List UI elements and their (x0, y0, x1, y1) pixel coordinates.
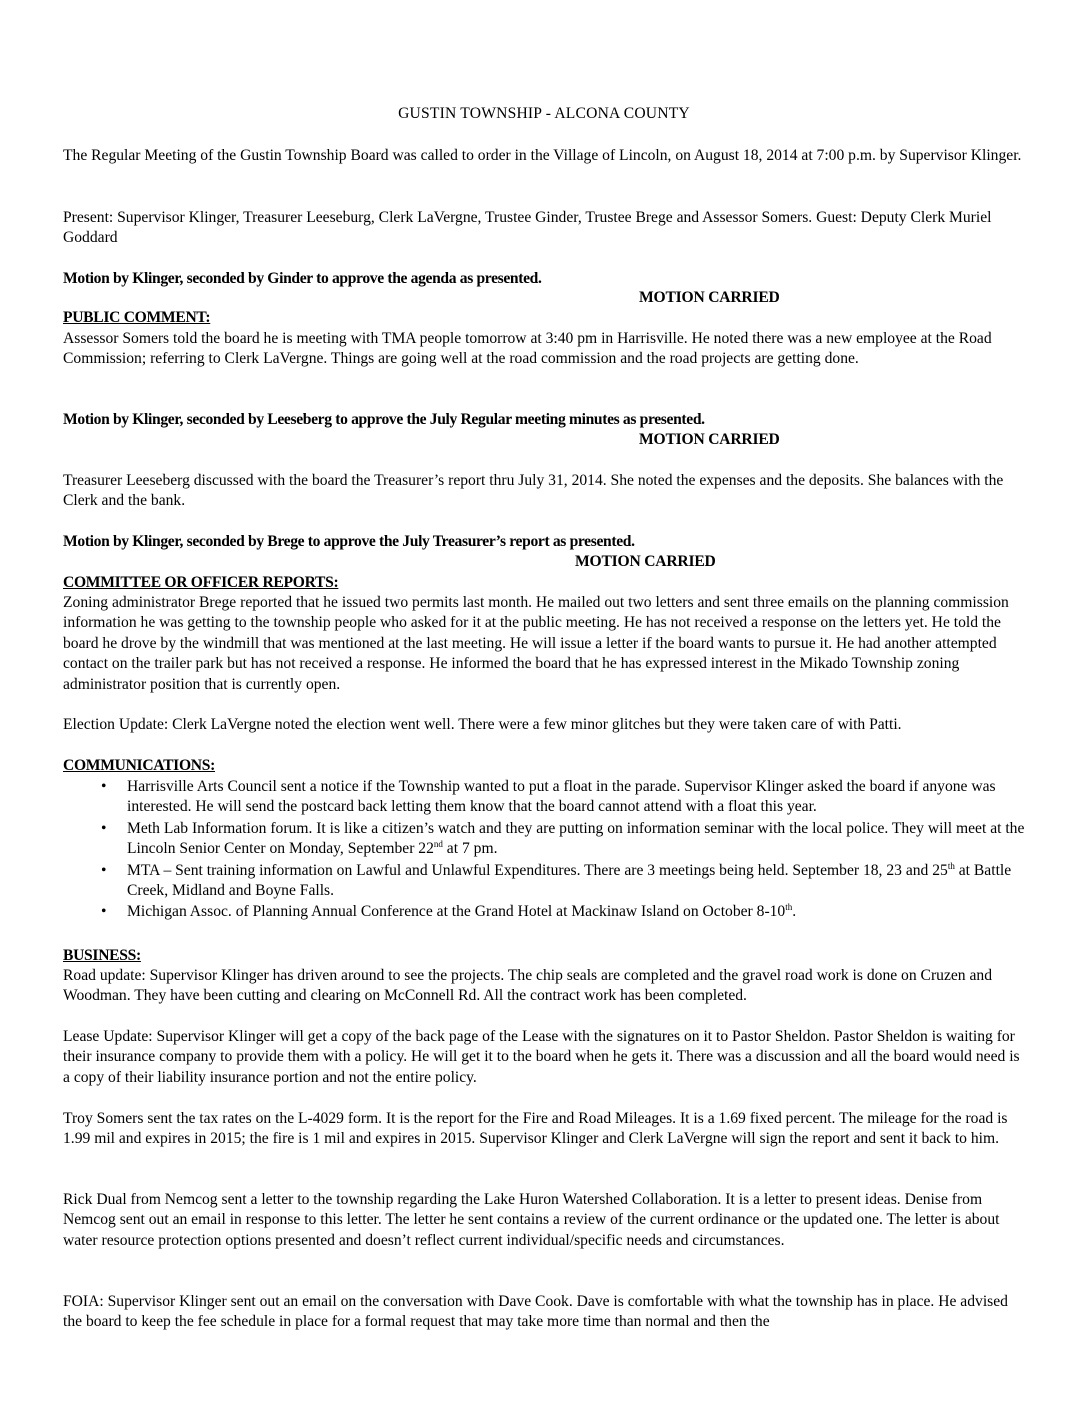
lease-update: Lease Update: Supervisor Klinger will get a copy of the back page of the Lease with the signatures on it to Pastor Sheldon. Pastor Sheldon is waiting for their insurance company to provide them with a policy. He will get it to the board when he gets it. There was a discussion and all the board would need is a copy of their liability insurance portion and not the entire policy. (63, 1028, 1020, 1086)
tax-rates-paragraph: Troy Somers sent the tax rates on the L-4029 form. It is the report for the Fire and Road Mileages. It is a 1.69 fixed percent. The mileage for the road is 1.99 mil and expires in 2015; the fire is 1 mil and expires in 2015. Supervisor Klinger and Clerk LaVergne will sign the report and sent it back to him. (63, 1110, 1008, 1148)
election-update: Election Update: Clerk LaVergne noted the election went well. There were a few minor glitches but they were taken care of with Patti. (63, 716, 902, 733)
public-comment-text: Assessor Somers told the board he is meeting with TMA people tomorrow at 3:40 pm in Harrisville. He noted there was a new employee at the Road Commission; referring to Clerk LaVergne. Things are going well at the road commission and the road projects are getting done. (63, 330, 992, 368)
motion-agenda: Motion by Klinger, seconded by Ginder to approve the agenda as presented. (63, 270, 542, 287)
communication-item: • Michigan Assoc. of Planning Annual Conference at the Grand Hotel at Mackinaw Island on October 8-10th. (63, 902, 1025, 922)
document-title: GUSTIN TOWNSHIP - ALCONA COUNTY (398, 105, 690, 122)
treasurer-report-paragraph: Treasurer Leeseberg discussed with the board the Treasurer’s report thru July 31, 2014. She noted the expenses and the deposits. She balances with the Clerk and the bank. (63, 472, 1004, 510)
foia-paragraph: FOIA: Supervisor Klinger sent out an email on the conversation with Dave Cook. Dave is comfortable with what the township has in place. He advised the board to keep the fee schedule in place for a formal request that may take more time than normal and then the (63, 1293, 1008, 1331)
public-comment-heading: PUBLIC COMMENT: (63, 309, 211, 326)
motion-carried-3: MOTION CARRIED (575, 553, 716, 570)
motion-treasurer-report: Motion by Klinger, seconded by Brege to approve the July Treasurer’s report as presented. (63, 533, 635, 550)
intro-paragraph: The Regular Meeting of the Gustin Township Board was called to order in the Village of Lincoln, on August 18, 2014 at 7:00 p.m. by Supervisor Klinger. (63, 147, 1022, 164)
communication-item: • Meth Lab Information forum. It is like a citizen’s watch and they are putting on information seminar with the local police. They will meet at the Lincoln Senior Center on Monday, September 22nd at 7 pm. (63, 819, 1025, 860)
present-paragraph: Present: Supervisor Klinger, Treasurer Leeseburg, Clerk LaVergne, Trustee Ginder, Trustee Brege and Assessor Somers. Guest: Deputy Clerk Muriel Goddard (63, 209, 992, 247)
nemcog-paragraph: Rick Dual from Nemcog sent a letter to the township regarding the Lake Huron Watershed Collaboration. It is a letter to present ideas. Denise from Nemcog sent out an email in response to this letter. The letter he sent contains a review of the current ordinance or the updated one. The letter is about water resource protection options presented and doesn’t reflect current individual/specific needs and circumstances. (63, 1191, 1000, 1249)
committee-heading: COMMITTEE OR OFFICER REPORTS: (63, 574, 339, 591)
communication-item: • Harrisville Arts Council sent a notice if the Township wanted to put a float in the parade. Supervisor Klinger asked the board if anyone was interested. He will send the postcard back letting them know that the board cannot attend with a float this year. (63, 777, 1025, 818)
business-heading: BUSINESS: (63, 947, 141, 964)
communication-item: • MTA – Sent training information on Lawful and Unlawful Expenditures. There are 3 meetings being held. September 18, 23 and 25th at Battle Creek, Midland and Boyne Falls. (63, 861, 1025, 902)
motion-minutes: Motion by Klinger, seconded by Leeseberg to approve the July Regular meeting minutes as presented. (63, 411, 705, 428)
road-update: Road update: Supervisor Klinger has driven around to see the projects. The chip seals are completed and the gravel road work is done on Cruzen and Woodman. They have been cutting and clearing on McConnell Rd. All the contract work has been completed. (63, 967, 992, 1005)
communications-heading: COMMUNICATIONS: (63, 757, 216, 774)
motion-carried-1: MOTION CARRIED (639, 289, 780, 306)
motion-carried-2: MOTION CARRIED (639, 431, 780, 448)
committee-text: Zoning administrator Brege reported that he issued two permits last month. He mailed out two letters and sent three emails on the planning commission information he was getting to the township people who asked for it at the public meeting. He has not received a response on the letters yet. He told the board he drove by the windmill that was mentioned at the last meeting. He will issue a letter if the board wants to pursue it. He had another attempted contact on the trailer park but has not received a response. He informed the board that he has expressed interest in the Mikado Township zoning administrator position that is currently open. (63, 594, 1009, 693)
communications-list (63, 777, 1025, 924)
